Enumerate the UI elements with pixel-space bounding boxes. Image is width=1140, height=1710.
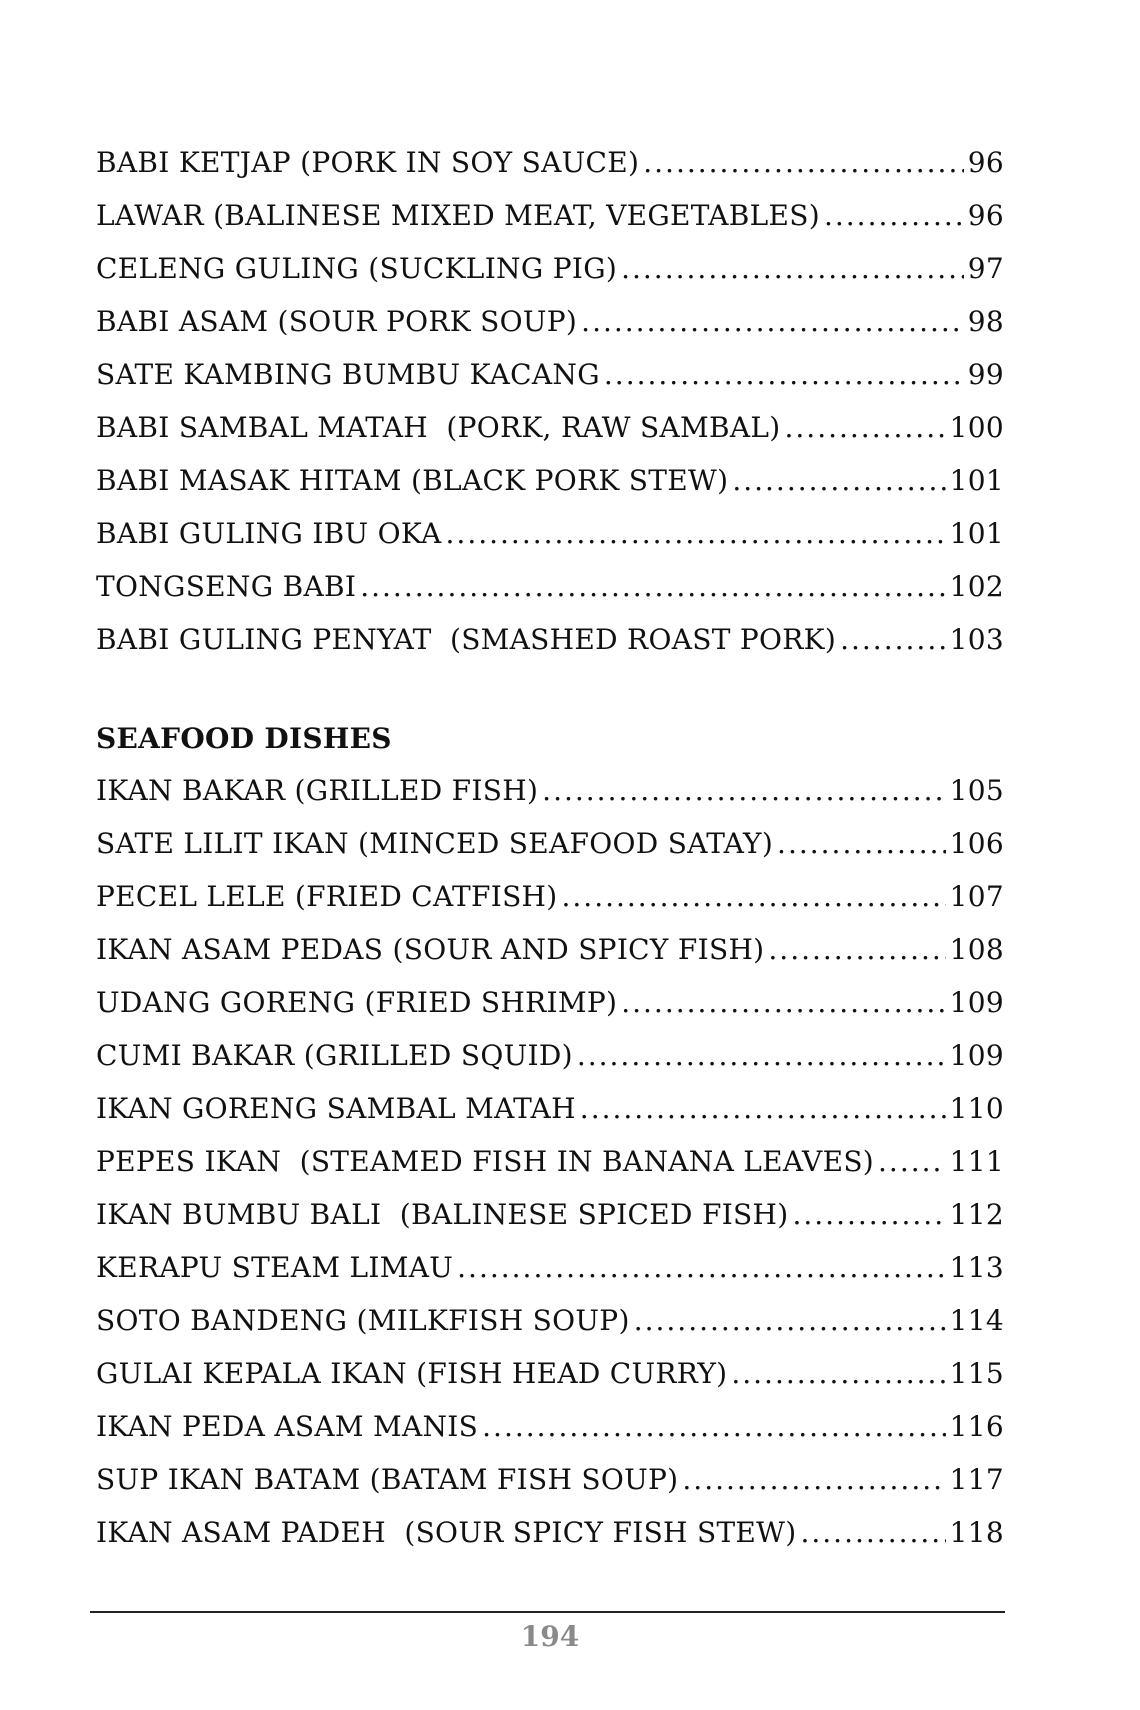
toc-entry-title: PECEL LELE (FRIED CATFISH) xyxy=(96,880,558,913)
toc-entry-page: 108 xyxy=(949,933,1004,966)
dot-leader xyxy=(360,570,945,603)
toc-entry-title: SATE KAMBING BUMBU KACANG xyxy=(96,358,600,391)
toc-entry-page: 110 xyxy=(949,1092,1004,1125)
dot-leader xyxy=(604,358,964,391)
dot-leader xyxy=(878,1145,946,1178)
dot-leader xyxy=(482,1410,946,1443)
dot-leader xyxy=(785,411,946,444)
toc-entry[interactable] xyxy=(96,1304,1004,1357)
toc-entry-title: CELENG GULING (SUCKLING PIG) xyxy=(96,252,618,285)
toc-entry[interactable] xyxy=(96,570,1004,623)
toc-entry-title: TONGSENG BABI xyxy=(96,570,357,603)
toc-entry-page: 102 xyxy=(949,570,1004,603)
footer-divider xyxy=(90,1611,1005,1613)
toc-entry[interactable] xyxy=(96,880,1004,933)
dot-leader xyxy=(682,1463,945,1496)
toc-entry[interactable] xyxy=(96,1198,1004,1251)
toc-entry-title: BABI MASAK HITAM (BLACK PORK STEW) xyxy=(96,464,729,497)
dot-leader xyxy=(542,774,945,807)
dot-leader xyxy=(634,1304,946,1337)
dot-leader xyxy=(562,880,946,913)
toc-entry[interactable] xyxy=(96,827,1004,880)
toc-entry[interactable] xyxy=(96,623,1004,676)
toc-entry[interactable] xyxy=(96,1463,1004,1516)
toc-entry[interactable] xyxy=(96,1092,1004,1145)
toc-entry-page: 103 xyxy=(949,623,1004,656)
toc-entry-page: 96 xyxy=(967,199,1004,232)
toc-entry-title: BABI ASAM (SOUR PORK SOUP) xyxy=(96,305,578,338)
toc-entry-page: 109 xyxy=(949,986,1004,1019)
toc-entry-title: KERAPU STEAM LIMAU xyxy=(96,1251,454,1284)
toc-entry-page: 114 xyxy=(949,1304,1004,1337)
dot-leader xyxy=(577,1039,946,1072)
seafood-toc-list xyxy=(96,774,1004,1569)
toc-entry-page: 112 xyxy=(949,1198,1004,1231)
toc-entry[interactable] xyxy=(96,1039,1004,1092)
dot-leader xyxy=(840,623,946,656)
toc-entry-page: 109 xyxy=(949,1039,1004,1072)
toc-entry-title: CUMI BAKAR (GRILLED SQUID) xyxy=(96,1039,573,1072)
toc-entry-page: 101 xyxy=(949,464,1004,497)
page-number: 194 xyxy=(520,1620,580,1653)
toc-entry[interactable] xyxy=(96,986,1004,1039)
toc-entry[interactable] xyxy=(96,252,1004,305)
toc-entry-page: 98 xyxy=(967,305,1004,338)
toc-entry-title: IKAN ASAM PADEH (SOUR SPICY FISH STEW) xyxy=(96,1516,797,1549)
toc-entry[interactable] xyxy=(96,146,1004,199)
dot-leader xyxy=(457,1251,946,1284)
toc-entry-title: PEPES IKAN (STEAMED FISH IN BANANA LEAVES) xyxy=(96,1145,875,1178)
dot-leader xyxy=(824,199,964,232)
toc-entry-page: 107 xyxy=(949,880,1004,913)
toc-entry-title: BABI GULING IBU OKA xyxy=(96,517,442,550)
dot-leader xyxy=(643,146,964,179)
toc-entry[interactable] xyxy=(96,305,1004,358)
toc-entry[interactable] xyxy=(96,1357,1004,1410)
dot-leader xyxy=(621,986,945,1019)
toc-entry-page: 101 xyxy=(949,517,1004,550)
toc-entry-title: IKAN BAKAR (GRILLED FISH) xyxy=(96,774,539,807)
toc-entry-page: 97 xyxy=(967,252,1004,285)
toc-entry[interactable] xyxy=(96,774,1004,827)
toc-entry-title: IKAN PEDA ASAM MANIS xyxy=(96,1410,479,1443)
section-heading-seafood: SEAFOOD DISHES xyxy=(96,722,392,755)
dot-leader xyxy=(580,1092,946,1125)
toc-entry[interactable] xyxy=(96,933,1004,986)
dot-leader xyxy=(446,517,946,550)
toc-entry[interactable] xyxy=(96,1516,1004,1569)
toc-entry-page: 116 xyxy=(949,1410,1004,1443)
dot-leader xyxy=(777,827,946,860)
toc-entry-page: 96 xyxy=(967,146,1004,179)
toc-entry-title: LAWAR (BALINESE MIXED MEAT, VEGETABLES) xyxy=(96,199,820,232)
toc-entry[interactable] xyxy=(96,1251,1004,1304)
toc-entry[interactable] xyxy=(96,411,1004,464)
toc-entry-page: 117 xyxy=(949,1463,1004,1496)
toc-entry-title: SATE LILIT IKAN (MINCED SEAFOOD SATAY) xyxy=(96,827,774,860)
dot-leader xyxy=(581,305,964,338)
toc-entry[interactable] xyxy=(96,199,1004,252)
toc-entry[interactable] xyxy=(96,517,1004,570)
toc-entry-title: UDANG GORENG (FRIED SHRIMP) xyxy=(96,986,618,1019)
toc-entry-title: GULAI KEPALA IKAN (FISH HEAD CURRY) xyxy=(96,1357,728,1390)
dot-leader xyxy=(621,252,964,285)
toc-entry[interactable] xyxy=(96,1145,1004,1198)
dot-leader xyxy=(732,464,945,497)
toc-entry-page: 113 xyxy=(949,1251,1004,1284)
dot-leader xyxy=(731,1357,945,1390)
toc-entry-title: SOTO BANDENG (MILKFISH SOUP) xyxy=(96,1304,630,1337)
pork-toc-list xyxy=(96,146,1004,676)
toc-entry-title: BABI SAMBAL MATAH (PORK, RAW SAMBAL) xyxy=(96,411,781,444)
toc-entry[interactable] xyxy=(96,1410,1004,1463)
toc-entry-page: 99 xyxy=(967,358,1004,391)
toc-entry-page: 100 xyxy=(949,411,1004,444)
toc-entry-title: IKAN ASAM PEDAS (SOUR AND SPICY FISH) xyxy=(96,933,765,966)
toc-entry-page: 105 xyxy=(949,774,1004,807)
toc-entry-title: IKAN GORENG SAMBAL MATAH xyxy=(96,1092,576,1125)
toc-entry-title: IKAN BUMBU BALI (BALINESE SPICED FISH) xyxy=(96,1198,789,1231)
dot-leader xyxy=(792,1198,945,1231)
toc-entry-page: 115 xyxy=(949,1357,1004,1390)
dot-leader xyxy=(800,1516,945,1549)
toc-entry-title: BABI GULING PENYAT (SMASHED ROAST PORK) xyxy=(96,623,837,656)
toc-entry-title: BABI KETJAP (PORK IN SOY SAUCE) xyxy=(96,146,640,179)
toc-entry-page: 106 xyxy=(949,827,1004,860)
toc-entry[interactable] xyxy=(96,464,1004,517)
toc-entry-page: 111 xyxy=(949,1145,1004,1178)
dot-leader xyxy=(768,933,945,966)
toc-entry[interactable] xyxy=(96,358,1004,411)
toc-entry-page: 118 xyxy=(949,1516,1004,1549)
toc-entry-title: SUP IKAN BATAM (BATAM FISH SOUP) xyxy=(96,1463,679,1496)
